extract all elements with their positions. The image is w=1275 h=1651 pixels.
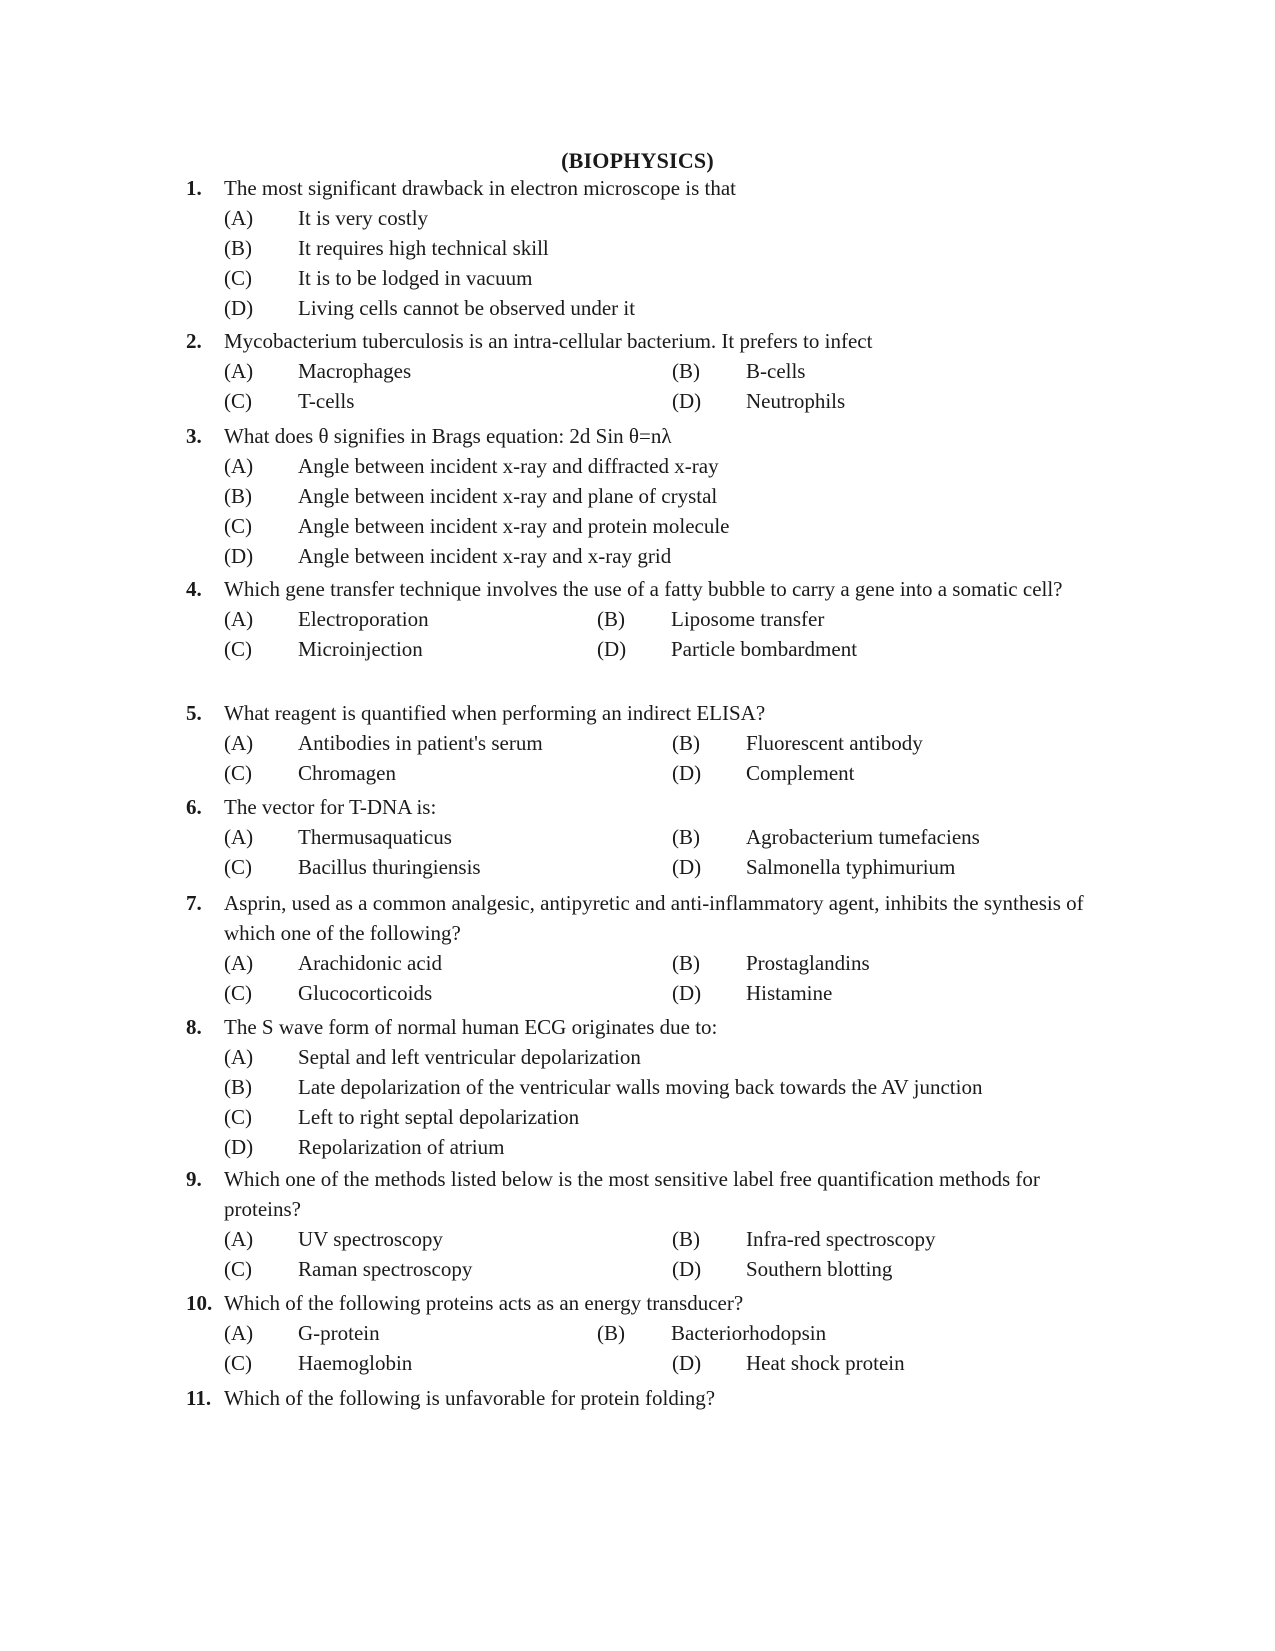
section-title: (BIOPHYSICS): [561, 148, 714, 173]
option-a: (A) Thermusaquaticus: [224, 825, 452, 849]
option-b: (B) Agrobacterium tumefaciens: [672, 825, 980, 849]
question-number: 9.: [186, 1167, 202, 1191]
option-d: (D) Neutrophils: [672, 389, 846, 413]
option-b: (B) B-cells: [672, 359, 806, 383]
question-11: [186, 1383, 1116, 1413]
option-c: (C) Haemoglobin: [224, 1351, 413, 1375]
option-b: (B) It requires high technical skill: [224, 236, 549, 260]
question-number: 7.: [186, 891, 202, 915]
option-c: (C) Glucocorticoids: [224, 981, 433, 1005]
options-list: [224, 203, 1116, 323]
options-list: [224, 451, 1116, 571]
option-c: (C) It is to be lodged in vacuum: [224, 266, 533, 290]
option-d: (D) Complement: [672, 761, 855, 785]
question-text: Mycobacterium tuberculosis is an intra-cellular bacterium. It prefers to infect: [224, 329, 873, 353]
option-c: (C) Left to right septal depolarization: [224, 1105, 580, 1129]
question-text: Which of the following is unfavorable for protein folding?: [224, 1386, 716, 1410]
option-b: (B) Fluorescent antibody: [672, 731, 923, 755]
option-c: (C) Raman spectroscopy: [224, 1257, 473, 1281]
question-number: 4.: [186, 577, 202, 601]
option-a: (A) G-protein: [224, 1321, 380, 1345]
option-d: (D) Angle between incident x-ray and x-ray grid: [224, 544, 672, 568]
question-text: What does θ signifies in Brags equation: 2d Sin θ=nλ: [224, 424, 672, 448]
options-list: [224, 1318, 1116, 1378]
option-d: (D) Salmonella typhimurium: [672, 855, 956, 879]
option-d: (D) Heat shock protein: [672, 1351, 905, 1375]
option-a: (A) Septal and left ventricular depolarization: [224, 1045, 641, 1069]
option-d: (D) Particle bombardment: [597, 637, 858, 661]
option-d: (D) Histamine: [672, 981, 833, 1005]
option-a: (A) Electroporation: [224, 607, 429, 631]
options-list: [224, 1042, 1116, 1162]
option-b: (B) Liposome transfer: [597, 607, 825, 631]
question-10: [186, 1288, 1116, 1378]
question-number: 5.: [186, 701, 202, 725]
question-number: 10.: [186, 1291, 213, 1315]
question-text: The S wave form of normal human ECG originates due to:: [224, 1015, 718, 1039]
question-text: Which one of the methods listed below is the most sensitive label free quantification methods for proteins?: [224, 1167, 1040, 1221]
option-d: (D) Living cells cannot be observed under it: [224, 296, 636, 320]
options-list: [224, 604, 1116, 664]
question-text: The vector for T-DNA is:: [224, 795, 437, 819]
option-a: (A) Arachidonic acid: [224, 951, 443, 975]
question-4: [186, 574, 1116, 664]
question-number: 8.: [186, 1015, 202, 1039]
question-9: [186, 1164, 1116, 1284]
option-d: (D) Repolarization of atrium: [224, 1135, 505, 1159]
option-c: (C) Microinjection: [224, 637, 423, 661]
option-c: (C) T-cells: [224, 389, 355, 413]
option-a: (A) It is very costly: [224, 206, 429, 230]
options-list: [224, 822, 1116, 882]
question-text: What reagent is quantified when performing an indirect ELISA?: [224, 701, 766, 725]
question-text: Asprin, used as a common analgesic, antipyretic and anti-inflammatory agent, inhibits the synthesis of which one of the following?: [224, 891, 1084, 945]
question-text: Which of the following proteins acts as an energy transducer?: [224, 1291, 744, 1315]
question-number: 2.: [186, 329, 202, 353]
options-list: [224, 948, 1116, 1008]
question-3: [186, 421, 1116, 571]
question-number: 11.: [186, 1386, 212, 1410]
option-a: (A) Macrophages: [224, 359, 412, 383]
option-a: (A) Antibodies in patient's serum: [224, 731, 543, 755]
option-d: (D) Southern blotting: [672, 1257, 893, 1281]
option-b: (B) Infra-red spectroscopy: [672, 1227, 936, 1251]
option-a: (A) Angle between incident x-ray and diffracted x-ray: [224, 454, 719, 478]
option-b: (B) Bacteriorhodopsin: [597, 1321, 827, 1345]
option-c: (C) Angle between incident x-ray and protein molecule: [224, 514, 730, 538]
option-b: (B) Prostaglandins: [672, 951, 870, 975]
question-number: 1.: [186, 176, 202, 200]
question-7: [186, 888, 1116, 1008]
option-a: (A) UV spectroscopy: [224, 1227, 443, 1251]
option-c: (C) Bacillus thuringiensis: [224, 855, 481, 879]
question-2: [186, 326, 1116, 416]
question-1: [186, 173, 1116, 323]
question-text: The most significant drawback in electron microscope is that: [224, 176, 737, 200]
question-number: 3.: [186, 424, 202, 448]
options-list: [224, 356, 1116, 416]
option-b: (B) Angle between incident x-ray and plane of crystal: [224, 484, 718, 508]
options-list: [224, 1224, 1116, 1284]
options-list: [224, 728, 1116, 788]
option-c: (C) Chromagen: [224, 761, 396, 785]
question-number: 6.: [186, 795, 202, 819]
question-8: [186, 1012, 1116, 1162]
option-b: (B) Late depolarization of the ventricular walls moving back towards the AV junction: [224, 1075, 983, 1099]
question-6: [186, 792, 1116, 882]
question-5: [186, 698, 1116, 788]
question-text: Which gene transfer technique involves the use of a fatty bubble to carry a gene into a somatic cell?: [224, 577, 1063, 601]
